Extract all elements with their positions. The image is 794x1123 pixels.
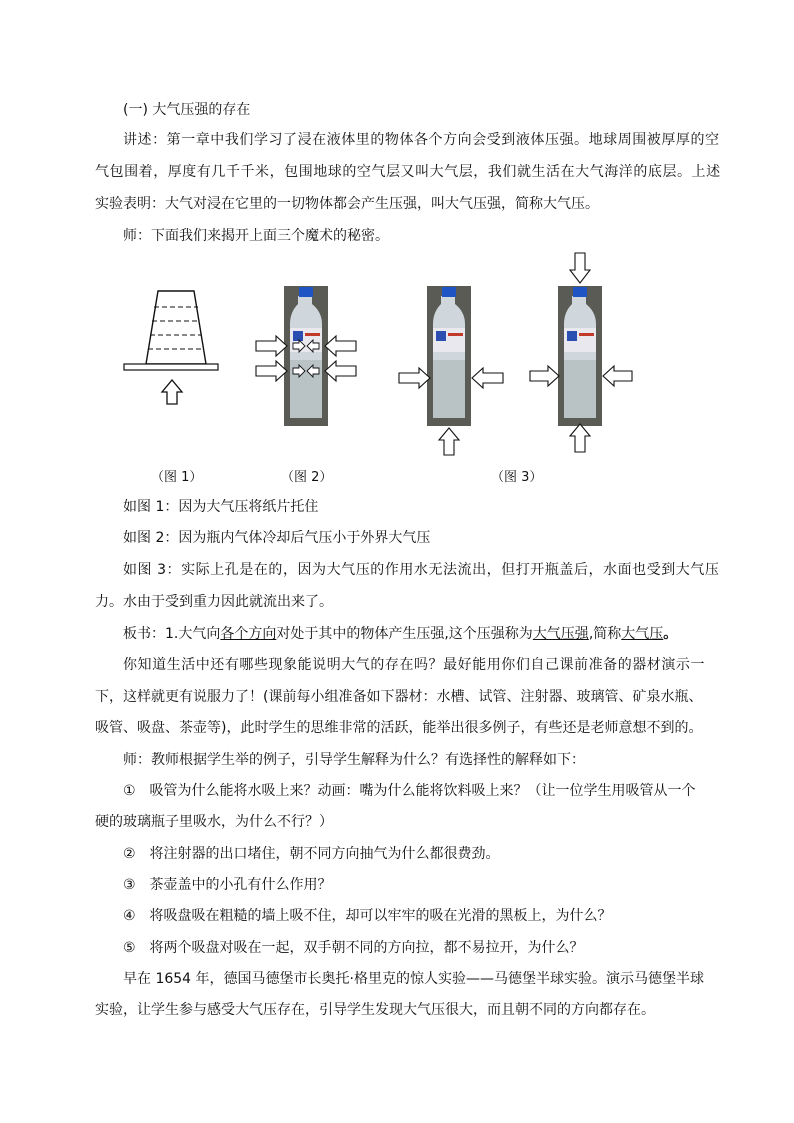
question-line-1: 你知道生活中还有哪些现象能说明大气的存在吗？最好能用你们自己课前准备的器材演示一 (123, 657, 705, 673)
fig1-explanation: 如图 1：因为大气压将纸片托住 (123, 499, 319, 515)
figure-3-caption: （图 3） (491, 470, 543, 485)
fig2-explanation: 如图 2：因为瓶内气体冷却后气压小于外界大气压 (123, 530, 431, 546)
fig3-explanation-line-1: 如图 3：实际上孔是在的，因为大气压的作用水无法流出，但打开瓶盖后，水面也受到大气压 (123, 562, 720, 578)
board-text-3: ,简称 (588, 626, 622, 642)
teacher-guide: 师：教师根据学生举的例子，引导学生解释为什么？有选择性的解释如下： (123, 752, 585, 768)
item-1-line-1: ① 吸管为什么能将水吸上来？动画：嘴为什么能将饮料吸上来？（让一位学生用吸管从一个 (123, 783, 696, 799)
board-text-4: 。 (663, 626, 678, 642)
figure-1-caption: （图 1） (151, 470, 203, 485)
teacher-intro: 师：下面我们来揭开上面三个魔术的秘密。 (123, 228, 389, 244)
item-5: ⑤ 将两个吸盘对吸在一起，双手朝不同的方向拉，都不易拉开，为什么？ (123, 940, 584, 956)
board-text-2: 对处于其中的物体产生压强,这个压强称为 (276, 626, 533, 642)
board-note (123, 625, 677, 643)
board-underline-short: 大气压 (621, 626, 664, 642)
section-title: (一) 大气压强的存在 (123, 102, 251, 118)
item-3: ③ 茶壶盖中的小孔有什么作用？ (123, 877, 332, 893)
item-4: ④ 将吸盘吸在粗糙的墙上吸不住，却可以牢牢的吸在光滑的黑板上，为什么？ (123, 908, 612, 924)
board-underline-pressure: 大气压强 (532, 626, 589, 642)
figures-illustration (0, 0, 794, 520)
item-1-line-2: 硬的玻璃瓶子里吸水，为什么不行？） (95, 814, 333, 830)
figure-2-bottle (256, 286, 356, 426)
figure-3-bottle-capped (530, 253, 632, 452)
board-text-1: 板书：1.大气向 (123, 626, 221, 642)
figure-3-bottle-open (399, 286, 503, 455)
history-line-2: 实验，让学生参与感受大气压存在，引导学生发现大气压很大，而且朝不同的方向都存在。 (95, 1002, 655, 1018)
lecture-line-3: 实验表明：大气对浸在它里的一切物体都会产生压强，叫大气压强，简称大气压。 (95, 196, 599, 212)
fig3-explanation-line-2: 力。水由于受到重力因此就流出来了。 (95, 594, 333, 610)
lecture-line-2: 气包围着，厚度有几千千米，包围地球的空气层又叫大气层，我们就生活在大气海洋的底层。上述 (95, 164, 721, 180)
board-underline-directions: 各个方向 (220, 626, 277, 642)
item-2: ② 将注射器的出口堵住，朝不同方向抽气为什么都很费劲。 (123, 846, 500, 862)
figure-2-caption: （图 2） (281, 470, 333, 485)
lecture-line-1: 讲述：第一章中我们学习了浸在液体里的物体各个方向会受到液体压强。地球周围被厚厚的空 (123, 132, 720, 148)
history-line-1: 早在 1654 年，德国马德堡市长奥托·格里克的惊人实验——马德堡半球实验。演示马德堡半球 (123, 971, 704, 987)
question-line-3: 吸管、吸盘、茶壶等)，此时学生的思维非常的活跃，能举出很多例子，有些还是老师意想不到的。 (95, 720, 703, 736)
figure-1-cup (124, 291, 218, 404)
question-line-2: 下，这样就更有说服力了！(课前每小组准备如下器材：水槽、试管、注射器、玻璃管、矿泉水瓶、 (95, 689, 703, 705)
